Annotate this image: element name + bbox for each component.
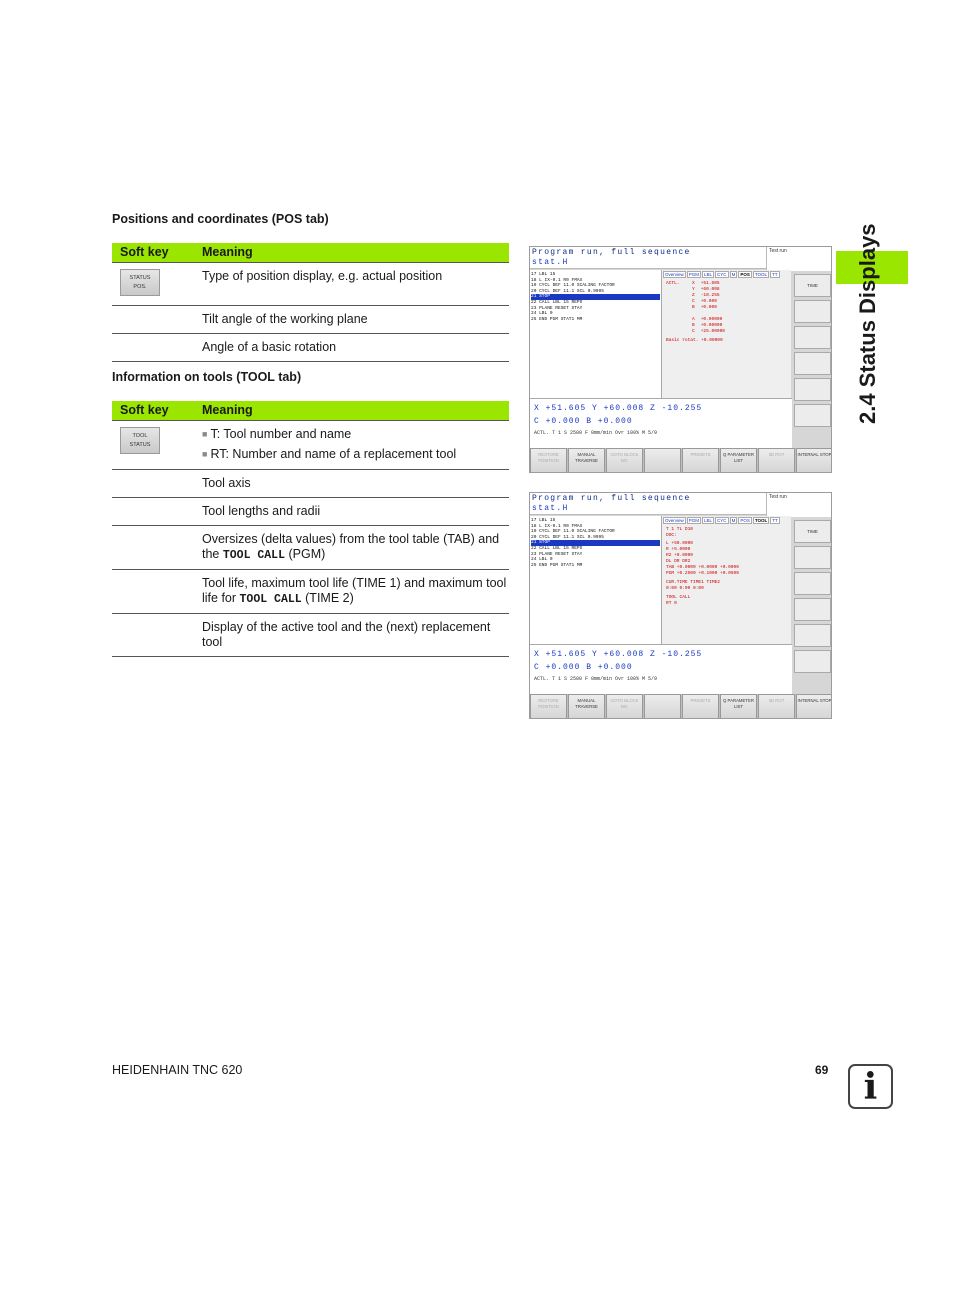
- page-number: 69: [815, 1063, 829, 1077]
- tool-status-softkey: TOOL STATUS: [120, 427, 160, 454]
- status-panel: Overview PGM LBL CYC M POS TOOL TT ACTL. X +51.605 Y +60.008 Z -10.255 C +0.000 B +0.000 A +0.00000 B +0.00000 C +25.00000 Basic rotat. +0.00000: [661, 270, 791, 398]
- chapter-title: 2.4 Status Displays: [855, 223, 880, 424]
- program-listing: 17 LBL 15 18 L IX-0.1 R0 FMAX 19 CYCL DEF 11.0 SCALING FACTOR 20 CYCL DEF 11.1 SCL 0.9995 21 STOP 22 CALL LBL 15 REPS 23 PLANE RESET STAY 24 LBL 0 25 END PGM STAT1 MM: [530, 270, 661, 398]
- section-heading-pos: Positions and coordinates (POS tab): [112, 212, 329, 226]
- footer-product: HEIDENHAIN TNC 620: [112, 1063, 243, 1077]
- column-header-meaning: Meaning: [202, 243, 509, 262]
- status-tabs: Overview PGM LBL CYC M POS TOOL TT: [665, 518, 778, 523]
- section-heading-tool: Information on tools (TOOL tab): [112, 370, 302, 384]
- meaning-cell: Display of the active tool and the (next) replacement tool: [202, 613, 509, 656]
- table-row: [112, 497, 509, 525]
- meaning-cell: Oversizes (delta values) from the tool table (TAB) and the TOOL CALL (PGM): [202, 525, 509, 569]
- screen-header: Program run, full sequence stat.H: [530, 493, 766, 515]
- vertical-softkeys: TIME: [792, 271, 832, 473]
- status-pos-softkey: STATUS POS.: [120, 269, 160, 296]
- table-row: [112, 525, 509, 569]
- table-row: [112, 420, 509, 469]
- meaning-cell: Tool life, maximum tool life (TIME 1) and maximum tool life for TOOL CALL (TIME 2): [202, 569, 509, 613]
- test-run-label: Test run: [766, 247, 832, 271]
- meaning-cell: Angle of a basic rotation: [202, 333, 509, 361]
- vertical-softkeys: TIME: [792, 517, 832, 719]
- screen-header: Program run, full sequence stat.H: [530, 247, 766, 269]
- info-icon: i: [848, 1064, 893, 1109]
- pos-softkey-table: [112, 243, 509, 362]
- screenshot-tool-tab: [529, 492, 832, 719]
- table-row: [112, 469, 509, 497]
- column-header-softkey: Soft key: [112, 401, 202, 420]
- bullet-item: ■ RT: Number and name of a replacement tool: [202, 447, 509, 463]
- tool-softkey-table: [112, 401, 509, 657]
- column-header-softkey: Soft key: [112, 243, 202, 262]
- column-header-meaning: Meaning: [202, 401, 509, 420]
- table-row: [112, 569, 509, 613]
- status-tabs: Overview PGM LBL CYC M POS TOOL TT: [665, 272, 778, 277]
- screenshot-pos-tab: [529, 246, 832, 473]
- program-listing: 17 LBL 15 18 L IX-0.1 R0 FMAX 19 CYCL DEF 11.0 SCALING FACTOR 20 CYCL DEF 11.1 SCL 0.9995 21 STOP 22 CALL LBL 15 REPS 23 PLANE RESET STAY 24 LBL 0 25 END PGM STAT1 MM: [530, 516, 661, 644]
- table-row: [112, 262, 509, 305]
- meaning-cell: Tool lengths and radii: [202, 497, 509, 525]
- position-display: X +51.605 Y +60.008 Z -10.255 C +0.000 B +0.000 ACTL. T 1 S 2500 F 0mm/min Ovr 100% M 5/9: [530, 644, 792, 694]
- position-display: X +51.605 Y +60.008 Z -10.255 C +0.000 B +0.000 ACTL. T 1 S 2500 F 0mm/min Ovr 100% M 5/9: [530, 398, 792, 448]
- test-run-label: Test run: [766, 493, 832, 517]
- table-row: [112, 305, 509, 333]
- meaning-cell: Tilt angle of the working plane: [202, 305, 509, 333]
- bullet-item: ■ T: Tool number and name: [202, 427, 509, 443]
- softkey-row: RESTORE POSITION MANUAL TRAVERSE GOTO BLOCK NO. PRESETS Q PARAMETER LIST 3D ROT INTERNAL STOP: [530, 694, 832, 719]
- softkey-row: RESTORE POSITION MANUAL TRAVERSE GOTO BLOCK NO. PRESETS Q PARAMETER LIST 3D ROT INTERNAL STOP: [530, 448, 832, 473]
- table-row: [112, 333, 509, 361]
- meaning-cell: Tool axis: [202, 469, 509, 497]
- table-row: [112, 613, 509, 656]
- status-panel: Overview PGM LBL CYC M POS TOOL TT T 1 TL D10 DOC: L +50.0000 R +5.0000 R2 +0.0000 DL DR DR2 TAB +0.0000 +0.0000 +0.0000 PGM +0.2500 +0.1000 +0.0500 CUR.TIME TIME1 TIME2 0:00 0:00 0:00 TOOL CALL RT 0: [661, 516, 791, 644]
- meaning-cell: Type of position display, e.g. actual position: [202, 262, 509, 305]
